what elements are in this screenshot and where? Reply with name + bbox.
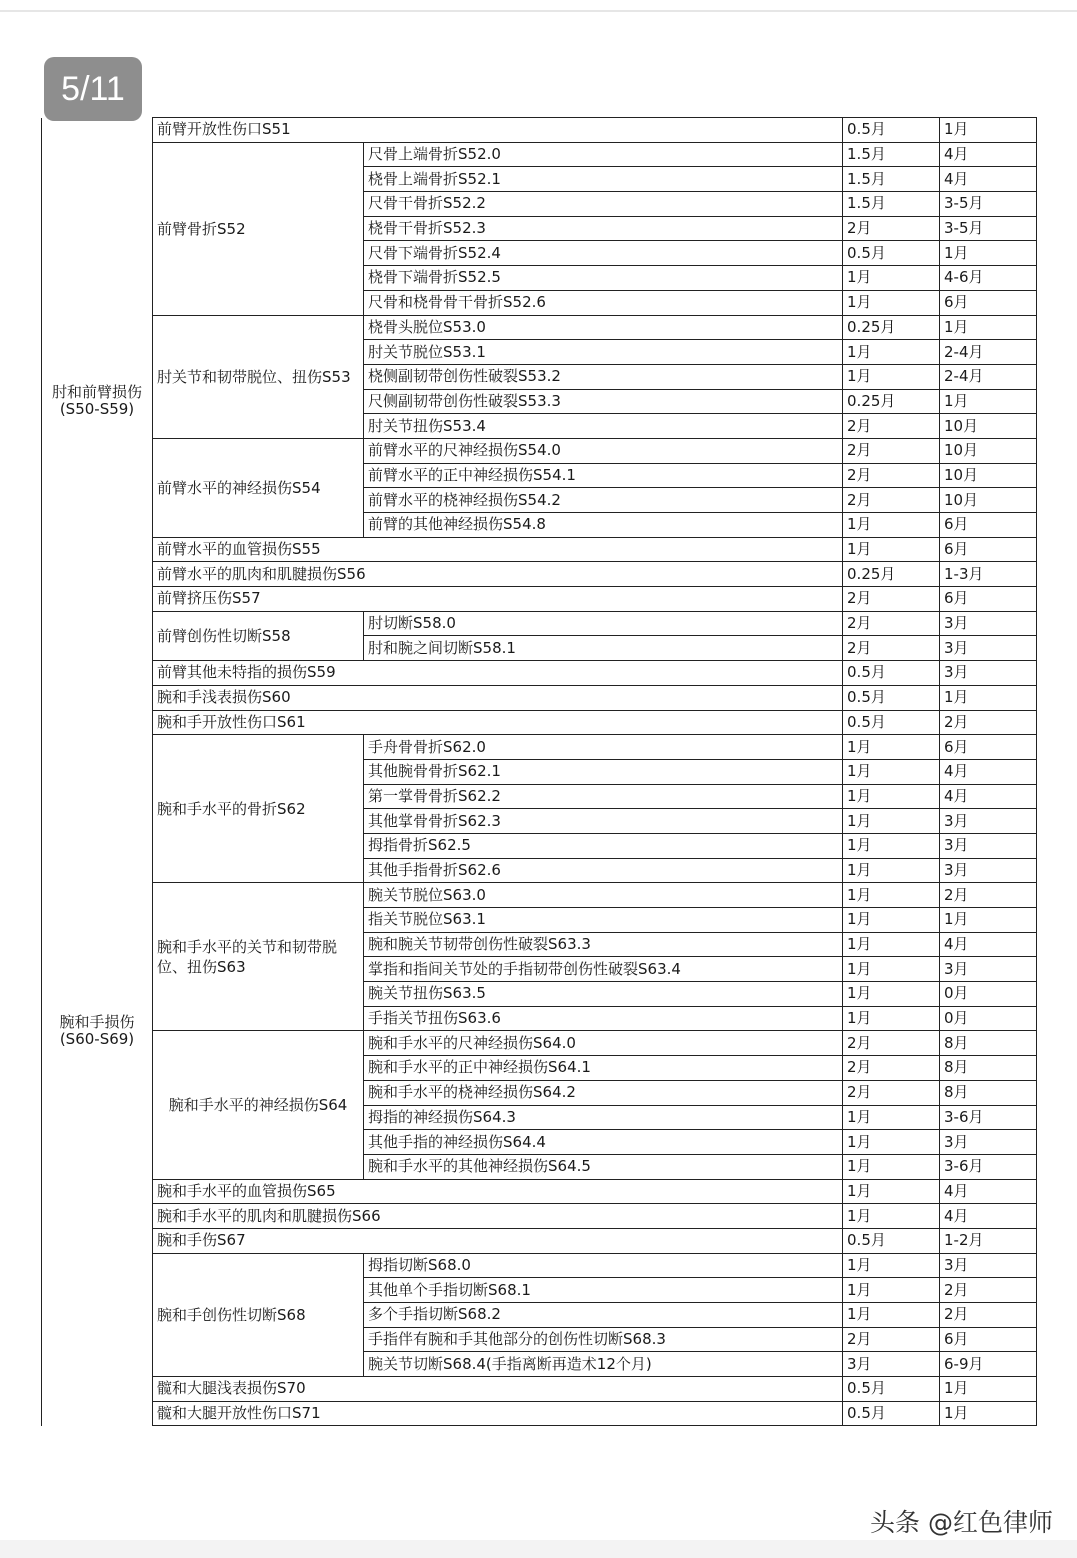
subcategory-cell: 腕和手水平的尺神经损伤S64.0 [364, 1031, 843, 1056]
duration-b-cell: 1月 [940, 908, 1037, 933]
duration-a-cell: 1月 [843, 1006, 940, 1031]
duration-a-cell: 0.5月 [843, 1377, 940, 1402]
duration-b-cell: 0月 [940, 982, 1037, 1007]
duration-b-cell: 1-2月 [940, 1228, 1037, 1253]
subcategory-cell: 前臂水平的尺神经损伤S54.0 [364, 438, 843, 463]
duration-b-cell: 1月 [940, 241, 1037, 266]
duration-a-cell: 1月 [843, 957, 940, 982]
category-cell: 前臂水平的血管损伤S55 [153, 537, 843, 562]
duration-a-cell: 1.5月 [843, 192, 940, 217]
subcategory-cell: 肘关节脱位S53.1 [364, 340, 843, 365]
duration-b-cell: 4月 [940, 1204, 1037, 1229]
duration-a-cell: 2月 [843, 488, 940, 513]
table-row [42, 315, 1037, 340]
subcategory-cell: 腕和手水平的其他神经损伤S64.5 [364, 1154, 843, 1179]
duration-a-cell: 2月 [843, 1056, 940, 1081]
duration-a-cell: 2月 [843, 1327, 940, 1352]
table-row [42, 883, 1037, 908]
group-label [42, 1377, 153, 1426]
subcategory-cell: 其他腕骨骨折S62.1 [364, 759, 843, 784]
duration-a-cell: 1月 [843, 759, 940, 784]
duration-a-cell: 1月 [843, 1303, 940, 1328]
duration-b-cell: 2月 [940, 1303, 1037, 1328]
subcategory-cell: 其他单个手指切断S68.1 [364, 1278, 843, 1303]
category-cell: 腕和手水平的神经损伤S64 [153, 1031, 364, 1179]
duration-a-cell: 0.5月 [843, 118, 940, 143]
page-indicator-badge[interactable]: 5/11 [44, 57, 142, 121]
group-label: 肘和前臂损伤(S50-S59) [42, 118, 153, 686]
table-row [42, 661, 1037, 686]
subcategory-cell: 指关节脱位S63.1 [364, 908, 843, 933]
table-row [42, 1204, 1037, 1229]
table-row [42, 118, 1037, 143]
table-row [42, 562, 1037, 587]
duration-a-cell: 0.25月 [843, 315, 940, 340]
duration-b-cell: 3-5月 [940, 216, 1037, 241]
subcategory-cell: 肘和腕之间切断S58.1 [364, 636, 843, 661]
subcategory-cell: 其他手指骨折S62.6 [364, 858, 843, 883]
subcategory-cell: 腕和手水平的桡神经损伤S64.2 [364, 1080, 843, 1105]
duration-b-cell: 10月 [940, 488, 1037, 513]
subcategory-cell: 肘关节扭伤S53.4 [364, 414, 843, 439]
subcategory-cell: 桡骨上端骨折S52.1 [364, 167, 843, 192]
top-divider [0, 10, 1077, 12]
duration-b-cell: 1-3月 [940, 562, 1037, 587]
table-row [42, 1031, 1037, 1056]
table-row [42, 1401, 1037, 1426]
duration-a-cell: 2月 [843, 1031, 940, 1056]
duration-a-cell: 1月 [843, 809, 940, 834]
duration-a-cell: 1月 [843, 784, 940, 809]
injury-duration-table [41, 117, 1037, 1426]
subcategory-cell: 手指伴有腕和手其他部分的创伤性切断S68.3 [364, 1327, 843, 1352]
table-row [42, 1228, 1037, 1253]
category-cell: 髋和大腿开放性伤口S71 [153, 1401, 843, 1426]
table-row [42, 611, 1037, 636]
duration-a-cell: 1月 [843, 537, 940, 562]
duration-b-cell: 3月 [940, 858, 1037, 883]
subcategory-cell: 桡侧副韧带创伤性破裂S53.2 [364, 364, 843, 389]
duration-b-cell: 3月 [940, 611, 1037, 636]
subcategory-cell: 拇指骨折S62.5 [364, 833, 843, 858]
duration-b-cell: 6月 [940, 735, 1037, 760]
duration-b-cell: 1月 [940, 1377, 1037, 1402]
subcategory-cell: 桡骨干骨折S52.3 [364, 216, 843, 241]
subcategory-cell: 肘切断S58.0 [364, 611, 843, 636]
duration-b-cell: 10月 [940, 414, 1037, 439]
table-row [42, 1253, 1037, 1278]
duration-a-cell: 1月 [843, 883, 940, 908]
duration-a-cell: 1月 [843, 266, 940, 291]
duration-b-cell: 2月 [940, 710, 1037, 735]
subcategory-cell: 其他手指的神经损伤S64.4 [364, 1130, 843, 1155]
category-cell: 前臂骨折S52 [153, 142, 364, 315]
duration-a-cell: 2月 [843, 611, 940, 636]
duration-a-cell: 1月 [843, 1130, 940, 1155]
duration-a-cell: 2月 [843, 414, 940, 439]
duration-a-cell: 1月 [843, 932, 940, 957]
duration-a-cell: 1月 [843, 735, 940, 760]
duration-a-cell: 1.5月 [843, 167, 940, 192]
subcategory-cell: 尺侧副韧带创伤性破裂S53.3 [364, 389, 843, 414]
duration-b-cell: 1月 [940, 389, 1037, 414]
duration-a-cell: 1月 [843, 1253, 940, 1278]
table-row [42, 1377, 1037, 1402]
category-cell: 前臂创伤性切断S58 [153, 611, 364, 660]
duration-b-cell: 10月 [940, 463, 1037, 488]
duration-b-cell: 6月 [940, 513, 1037, 538]
duration-a-cell: 2月 [843, 1080, 940, 1105]
category-cell: 腕和手创伤性切断S68 [153, 1253, 364, 1376]
duration-b-cell: 8月 [940, 1080, 1037, 1105]
duration-a-cell: 1月 [843, 290, 940, 315]
table-row [42, 710, 1037, 735]
subcategory-cell: 尺骨和桡骨骨干骨折S52.6 [364, 290, 843, 315]
category-cell: 腕和手水平的血管损伤S65 [153, 1179, 843, 1204]
duration-b-cell: 10月 [940, 438, 1037, 463]
category-cell: 腕和手伤S67 [153, 1228, 843, 1253]
duration-a-cell: 0.5月 [843, 241, 940, 266]
duration-b-cell: 3月 [940, 957, 1037, 982]
duration-b-cell: 8月 [940, 1056, 1037, 1081]
duration-b-cell: 1月 [940, 685, 1037, 710]
table-row [42, 142, 1037, 167]
duration-b-cell: 6月 [940, 537, 1037, 562]
duration-b-cell: 3-5月 [940, 192, 1037, 217]
table-row [42, 735, 1037, 760]
category-cell: 前臂开放性伤口S51 [153, 118, 843, 143]
category-cell: 前臂其他未特指的损伤S59 [153, 661, 843, 686]
category-cell: 腕和手浅表损伤S60 [153, 685, 843, 710]
subcategory-cell: 桡骨头脱位S53.0 [364, 315, 843, 340]
duration-a-cell: 1月 [843, 1105, 940, 1130]
duration-a-cell: 0.5月 [843, 685, 940, 710]
duration-a-cell: 2月 [843, 216, 940, 241]
group-label: 腕和手损伤(S60-S69) [42, 685, 153, 1376]
subcategory-cell: 前臂水平的正中神经损伤S54.1 [364, 463, 843, 488]
duration-b-cell: 1月 [940, 118, 1037, 143]
category-cell: 髋和大腿浅表损伤S70 [153, 1377, 843, 1402]
category-cell: 肘关节和韧带脱位、扭伤S53 [153, 315, 364, 438]
table-row [42, 1179, 1037, 1204]
duration-a-cell: 2月 [843, 463, 940, 488]
duration-a-cell: 2月 [843, 636, 940, 661]
category-cell: 腕和手水平的关节和韧带脱位、扭伤S63 [153, 883, 364, 1031]
duration-b-cell: 2-4月 [940, 364, 1037, 389]
subcategory-cell: 手指关节扭伤S63.6 [364, 1006, 843, 1031]
duration-b-cell: 4-6月 [940, 266, 1037, 291]
duration-b-cell: 4月 [940, 167, 1037, 192]
duration-b-cell: 6月 [940, 587, 1037, 612]
subcategory-cell: 尺骨上端骨折S52.0 [364, 142, 843, 167]
subcategory-cell: 腕和手水平的正中神经损伤S64.1 [364, 1056, 843, 1081]
duration-b-cell: 3月 [940, 1253, 1037, 1278]
bottom-bar [0, 1540, 1077, 1558]
category-cell: 前臂挤压伤S57 [153, 587, 843, 612]
duration-a-cell: 1.5月 [843, 142, 940, 167]
duration-a-cell: 2月 [843, 438, 940, 463]
duration-a-cell: 0.25月 [843, 389, 940, 414]
category-cell: 腕和手水平的肌肉和肌腱损伤S66 [153, 1204, 843, 1229]
subcategory-cell: 拇指的神经损伤S64.3 [364, 1105, 843, 1130]
duration-b-cell: 3月 [940, 661, 1037, 686]
table-row [42, 587, 1037, 612]
duration-a-cell: 1月 [843, 1179, 940, 1204]
subcategory-cell: 多个手指切断S68.2 [364, 1303, 843, 1328]
table-row [42, 438, 1037, 463]
duration-a-cell: 0.5月 [843, 661, 940, 686]
duration-a-cell: 1月 [843, 1204, 940, 1229]
table-row [42, 537, 1037, 562]
duration-a-cell: 1月 [843, 858, 940, 883]
subcategory-cell: 尺骨下端骨折S52.4 [364, 241, 843, 266]
duration-b-cell: 4月 [940, 1179, 1037, 1204]
duration-a-cell: 0.5月 [843, 1228, 940, 1253]
duration-b-cell: 4月 [940, 932, 1037, 957]
category-cell: 腕和手水平的骨折S62 [153, 735, 364, 883]
duration-b-cell: 4月 [940, 784, 1037, 809]
duration-a-cell: 1月 [843, 833, 940, 858]
duration-b-cell: 4月 [940, 142, 1037, 167]
duration-a-cell: 1月 [843, 364, 940, 389]
subcategory-cell: 腕关节脱位S63.0 [364, 883, 843, 908]
subcategory-cell: 尺骨干骨折S52.2 [364, 192, 843, 217]
subcategory-cell: 拇指切断S68.0 [364, 1253, 843, 1278]
category-cell: 前臂水平的肌肉和肌腱损伤S56 [153, 562, 843, 587]
subcategory-cell: 手舟骨骨折S62.0 [364, 735, 843, 760]
duration-b-cell: 3月 [940, 636, 1037, 661]
watermark-text: 头条 @红色律师 [870, 1508, 1053, 1537]
duration-b-cell: 6-9月 [940, 1352, 1037, 1377]
duration-a-cell: 1月 [843, 513, 940, 538]
duration-a-cell: 0.5月 [843, 1401, 940, 1426]
duration-b-cell: 0月 [940, 1006, 1037, 1031]
duration-b-cell: 3月 [940, 1130, 1037, 1155]
duration-b-cell: 1月 [940, 315, 1037, 340]
duration-a-cell: 2月 [843, 587, 940, 612]
duration-a-cell: 0.25月 [843, 562, 940, 587]
subcategory-cell: 第一掌骨骨折S62.2 [364, 784, 843, 809]
duration-a-cell: 1月 [843, 908, 940, 933]
subcategory-cell: 掌指和指间关节处的手指韧带创伤性破裂S63.4 [364, 957, 843, 982]
duration-b-cell: 3月 [940, 809, 1037, 834]
subcategory-cell: 前臂水平的桡神经损伤S54.2 [364, 488, 843, 513]
duration-b-cell: 2月 [940, 1278, 1037, 1303]
subcategory-cell: 其他掌骨骨折S62.3 [364, 809, 843, 834]
subcategory-cell: 桡骨下端骨折S52.5 [364, 266, 843, 291]
duration-b-cell: 6月 [940, 1327, 1037, 1352]
subcategory-cell: 前臂的其他神经损伤S54.8 [364, 513, 843, 538]
duration-a-cell: 1月 [843, 1278, 940, 1303]
duration-b-cell: 2月 [940, 883, 1037, 908]
duration-a-cell: 3月 [843, 1352, 940, 1377]
duration-a-cell: 1月 [843, 982, 940, 1007]
subcategory-cell: 腕关节切断S68.4(手指离断再造术12个月) [364, 1352, 843, 1377]
duration-a-cell: 1月 [843, 340, 940, 365]
duration-b-cell: 1月 [940, 1401, 1037, 1426]
duration-b-cell: 3月 [940, 833, 1037, 858]
duration-b-cell: 3-6月 [940, 1154, 1037, 1179]
duration-b-cell: 2-4月 [940, 340, 1037, 365]
duration-b-cell: 8月 [940, 1031, 1037, 1056]
duration-b-cell: 3-6月 [940, 1105, 1037, 1130]
category-cell: 腕和手开放性伤口S61 [153, 710, 843, 735]
duration-b-cell: 4月 [940, 759, 1037, 784]
subcategory-cell: 腕关节扭伤S63.5 [364, 982, 843, 1007]
table-row [42, 685, 1037, 710]
duration-a-cell: 1月 [843, 1154, 940, 1179]
duration-a-cell: 0.5月 [843, 710, 940, 735]
category-cell: 前臂水平的神经损伤S54 [153, 438, 364, 537]
subcategory-cell: 腕和腕关节韧带创伤性破裂S63.3 [364, 932, 843, 957]
duration-b-cell: 6月 [940, 290, 1037, 315]
